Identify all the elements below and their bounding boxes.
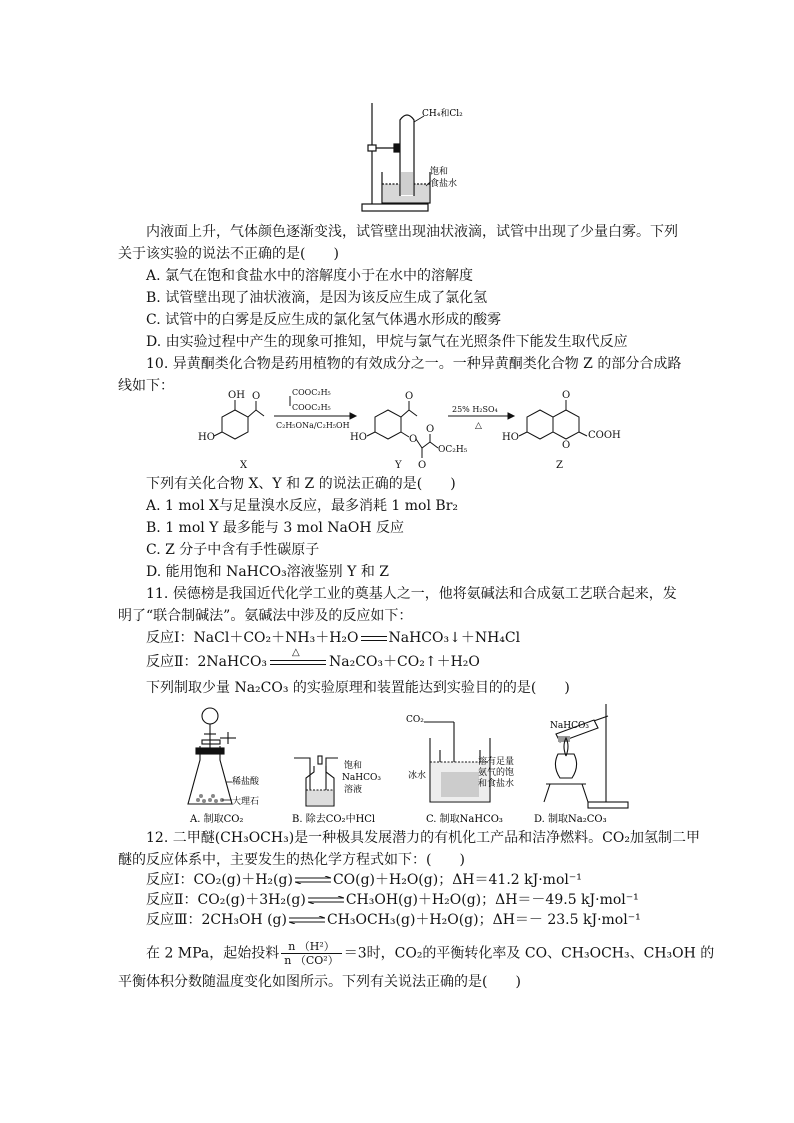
q12-reaction-3 [146,910,641,930]
fraction-denominator: n （CO²） [281,953,341,967]
q10-stem-line2: 线如下： [118,378,174,394]
q12-question: 平衡体积分数随温度变化如图所示。下列有关说法正确的是( ) [118,974,521,990]
apparatus-a-caption: A. 制取CO₂ [190,814,244,825]
q9-option-b[interactable]: B. 试管壁出现了油状液滴，是因为该反应生成了氯化氢 [146,290,488,306]
q12-r3-right: CH₃OCH₃(g)＋H₂O(g)；ΔH＝－ 23.5 kJ·mol⁻¹ [326,912,641,928]
q12-stem-line1: 12. 二甲醚(CH₃OCH₃)是一种极具发展潜力的有机化工产品和洁净燃料。CO₂加氢制二甲 [146,830,700,846]
q10-option-b[interactable]: B. 1 mol Y 最多能与 3 mol NaOH 反应 [146,520,405,536]
apparatus-c-sol-label-3: 和食盐水 [478,779,515,789]
q12-cond-prefix: 在 2 MPa，起始投料 [146,945,280,962]
q12-condition-line [146,940,714,976]
apparatus-a-label-marble: 大理石 [232,797,260,807]
q12-cond-suffix: ＝3时，CO₂的平衡转化率及 CO、CH₃OCH₃、CH₃OH 的 [343,945,715,962]
y-o3-label: O [426,424,435,435]
apparatus-a-co2-generation [186,704,276,828]
compound-x-ring [222,410,248,439]
z-compound-label: Z [556,460,563,471]
apparatus-c-sol-label-1: 溶有足量 [478,757,515,767]
q12-r1-left: CO₂(g)＋H₂(g) [193,872,293,888]
apparatus-c-sol-label-2: 氨气的饱 [478,768,515,778]
q12-r2-label: 反应Ⅱ： [146,892,198,908]
equilibrium-arrow-2 [308,890,344,910]
apparatus-b-gas-washing [292,748,392,828]
fraction-numerator: n （H²） [288,940,335,953]
q11-r1-label: 反应Ⅰ： [146,630,194,646]
x-oh-label: OH [228,390,245,401]
q11-r2-right: Na₂CO₃＋CO₂↑＋H₂O [329,654,480,670]
q11-r1-left: NaCl＋CO₂＋NH₃＋H₂O [193,630,359,646]
apparatus-b-label-2: NaHCO₃ [342,773,381,783]
equilibrium-arrow-1 [295,870,331,890]
apparatus-b-label-3: 溶液 [344,785,363,795]
q9-option-a[interactable]: A. 氯气在饱和食盐水中的溶解度小于在水中的溶解度 [146,268,474,284]
y-o-label: O [405,391,414,402]
q12-r1-label: 反应Ⅰ： [146,872,194,888]
tube-gas-label: CH₄和Cl₂ [422,109,463,119]
apparatus-b-label-1: 饱和 [344,761,363,771]
q12-r3-label: 反应Ⅲ： [146,912,202,928]
y-o2-label: O [409,434,418,445]
reagent-bottom: C₂H₅ONa/C₂H₅OH [276,421,350,430]
q12-r2-right: CH₃OH(g)＋H₂O(g)；ΔH＝－49.5 kJ·mol⁻¹ [345,892,639,908]
apparatus-d-caption: D. 制取Na₂CO₃ [534,814,607,825]
brine-label-1: 饱和 [430,167,449,177]
q9-option-d[interactable]: D. 由实验过程中产生的现象可推知，甲烷与氯气在光照条件下能发生取代反应 [146,334,628,350]
equals-sign-2 [270,660,326,665]
q10-option-d[interactable]: D. 能用饱和 NaHCO₃溶液鉴别 Y 和 Z [146,564,390,580]
q9-option-c[interactable]: C. 试管中的白雾是反应生成的氯化氢气体遇水形成的酸雾 [146,312,502,328]
acid-label: 25% H₂SO₄ [452,405,498,414]
z-o-top-label: O [562,390,571,401]
q11-stem-line2: 明了“联合制碱法”。氨碱法中涉及的反应如下： [118,608,413,624]
brine-label-2: 食盐水 [430,179,458,189]
equilibrium-arrow-3 [289,910,325,930]
q11-r2-label: 反应Ⅱ： [146,654,198,670]
apparatus-d-label: NaHCO₃ [550,721,589,731]
q11-stem-line1: 11. 侯德榜是我国近代化学工业的奠基人之一，他将氨碱法和合成氨工艺联合起来，发 [146,586,677,602]
q9-stem-line1: 内液面上升，气体颜色逐渐变浅，试管壁出现油状液滴，试管中出现了少量白雾。下列 [146,224,678,240]
q12-stem-line2: 醚的反应体系中，主要发生的热化学方程式如下：( ) [118,852,465,868]
z-o-ring-label: O [562,440,571,451]
apparatus-c-ice-label: 冰水 [408,771,427,781]
reagent-top-2: COOC₂H₅ [292,403,331,412]
y-ho-label: HO [350,432,367,443]
q10-stem-line1: 10. 异黄酮类化合物是药用植物的有效成分之一。一种异黄酮类化合物 Z 的部分合成路 [146,356,682,372]
apparatus-c-gas-label: CO₂ [406,715,424,725]
methane-chlorine-apparatus-figure [360,100,470,214]
z-ho-label: HO [502,432,519,443]
q12-r1-right: CO(g)＋H₂O(g)；ΔH＝41.2 kJ·mol⁻¹ [332,872,582,888]
compound-z-ring-a [527,410,553,439]
heat-label: △ [475,421,482,431]
test-tube [400,115,414,196]
apparatus-c-caption: C. 制取NaHCO₃ [426,814,503,825]
equals-sign [361,636,387,641]
q10-option-c[interactable]: C. Z 分子中含有手性碳原子 [146,542,320,558]
compound-z-ring-b [553,410,579,439]
x-ho-label: HO [198,432,215,443]
q11-reaction-1 [146,628,520,648]
y-oet-label: OC₂H₅ [438,445,468,455]
q10-question: 下列有关化合物 X、Y 和 Z 的说法正确的是( ) [146,476,456,492]
x-o-label: O [252,391,261,402]
compound-y-ring [375,410,401,439]
y-o4-label: O [418,460,427,471]
q11-r1-right: NaHCO₃↓＋NH₄Cl [388,630,521,646]
q11-r2-left: 2NaHCO₃ [197,654,268,670]
x-compound-label: X [240,460,248,471]
q11-r2-condition: △ [292,647,300,658]
z-cooh-label: COOH [588,430,621,441]
apparatus-d-nahco3-heating [532,698,632,828]
q11-question: 下列制取少量 Na₂CO₃ 的实验原理和装置能达到实验目的的是( ) [146,680,570,696]
feed-ratio-fraction [281,940,341,967]
q12-reaction-2 [146,890,639,910]
q9-stem-line2: 关于该实验的说法不正确的是( ) [118,246,339,262]
q11-reaction-2 [146,647,480,672]
apparatus-c-nahco3-preparation [404,712,522,828]
y-compound-label: Y [395,460,402,471]
apparatus-a-label-acid: 稀盐酸 [232,777,260,787]
q10-option-a[interactable]: A. 1 mol X与足量溴水反应，最多消耗 1 mol Br₂ [146,498,458,514]
apparatus-b-caption: B. 除去CO₂中HCl [292,814,376,825]
q12-reaction-1 [146,870,582,890]
synthesis-scheme [190,386,630,472]
q12-r2-left: CO₂(g)＋3H₂(g) [197,892,306,908]
reagent-top-1: COOC₂H₅ [292,388,331,397]
q12-r3-left: 2CH₃OH (g) [201,912,287,928]
